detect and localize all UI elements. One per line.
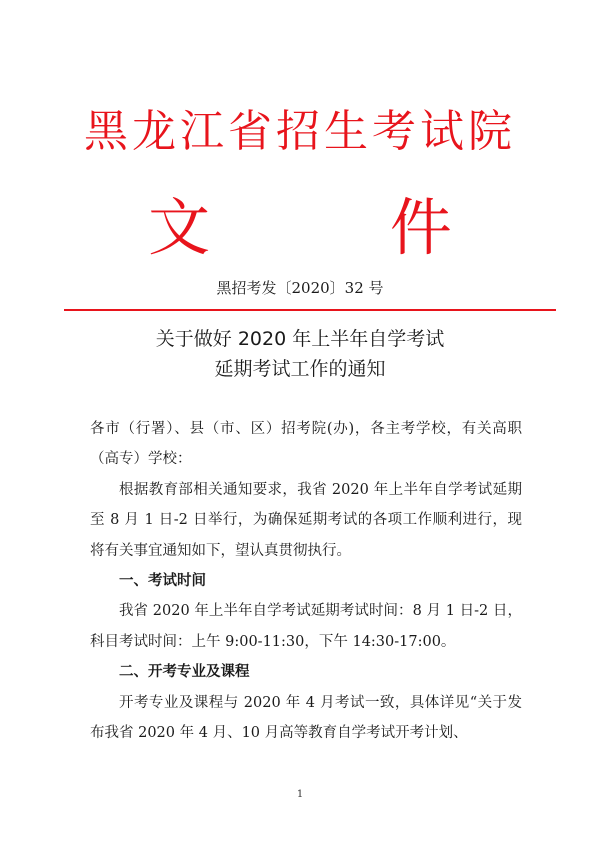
document-number: 黑招考发〔2020〕32 号: [216, 279, 384, 297]
intro-paragraph: 根据教育部相关通知要求，我省 2020 年上半年自学考试延期至 8 月 1 日-2 日举行，为确保延期考试的各项工作顺利进行，现将有关事宜通知如下，望认真贯彻执行。: [90, 481, 522, 559]
notice-title-line-1: 关于做好 2020 年上半年自学考试: [155, 328, 445, 350]
notice-title: [0, 324, 600, 384]
document-word: 文 件: [148, 191, 532, 264]
salutation: 各市（行署）、县（市、区）招考院(办)，各主考学校，有关高职（高专）学校：: [90, 421, 522, 468]
section-2-text: 开考专业及课程与 2020 年 4 月考试一致，具体详见“关于发布我省 2020 年 4 月、10 月高等教育自学考试开考计划、: [90, 694, 522, 742]
notice-body: [90, 414, 522, 748]
issuing-organization: 黑龙江省招生考试院: [84, 106, 516, 157]
section-1-heading: 一、考试时间: [119, 573, 206, 590]
section-1-text: 我省 2020 年上半年自学考试延期考试时间：8 月 1 日-2 日，科目考试时间：上午 9:00-11:30，下午 14:30-17:00。: [90, 603, 522, 650]
red-divider: [64, 309, 556, 311]
section-2-heading: 二、开考专业及课程: [119, 664, 250, 681]
page-number: 1: [296, 789, 304, 800]
notice-title-line-2: 延期考试工作的通知: [214, 358, 386, 380]
